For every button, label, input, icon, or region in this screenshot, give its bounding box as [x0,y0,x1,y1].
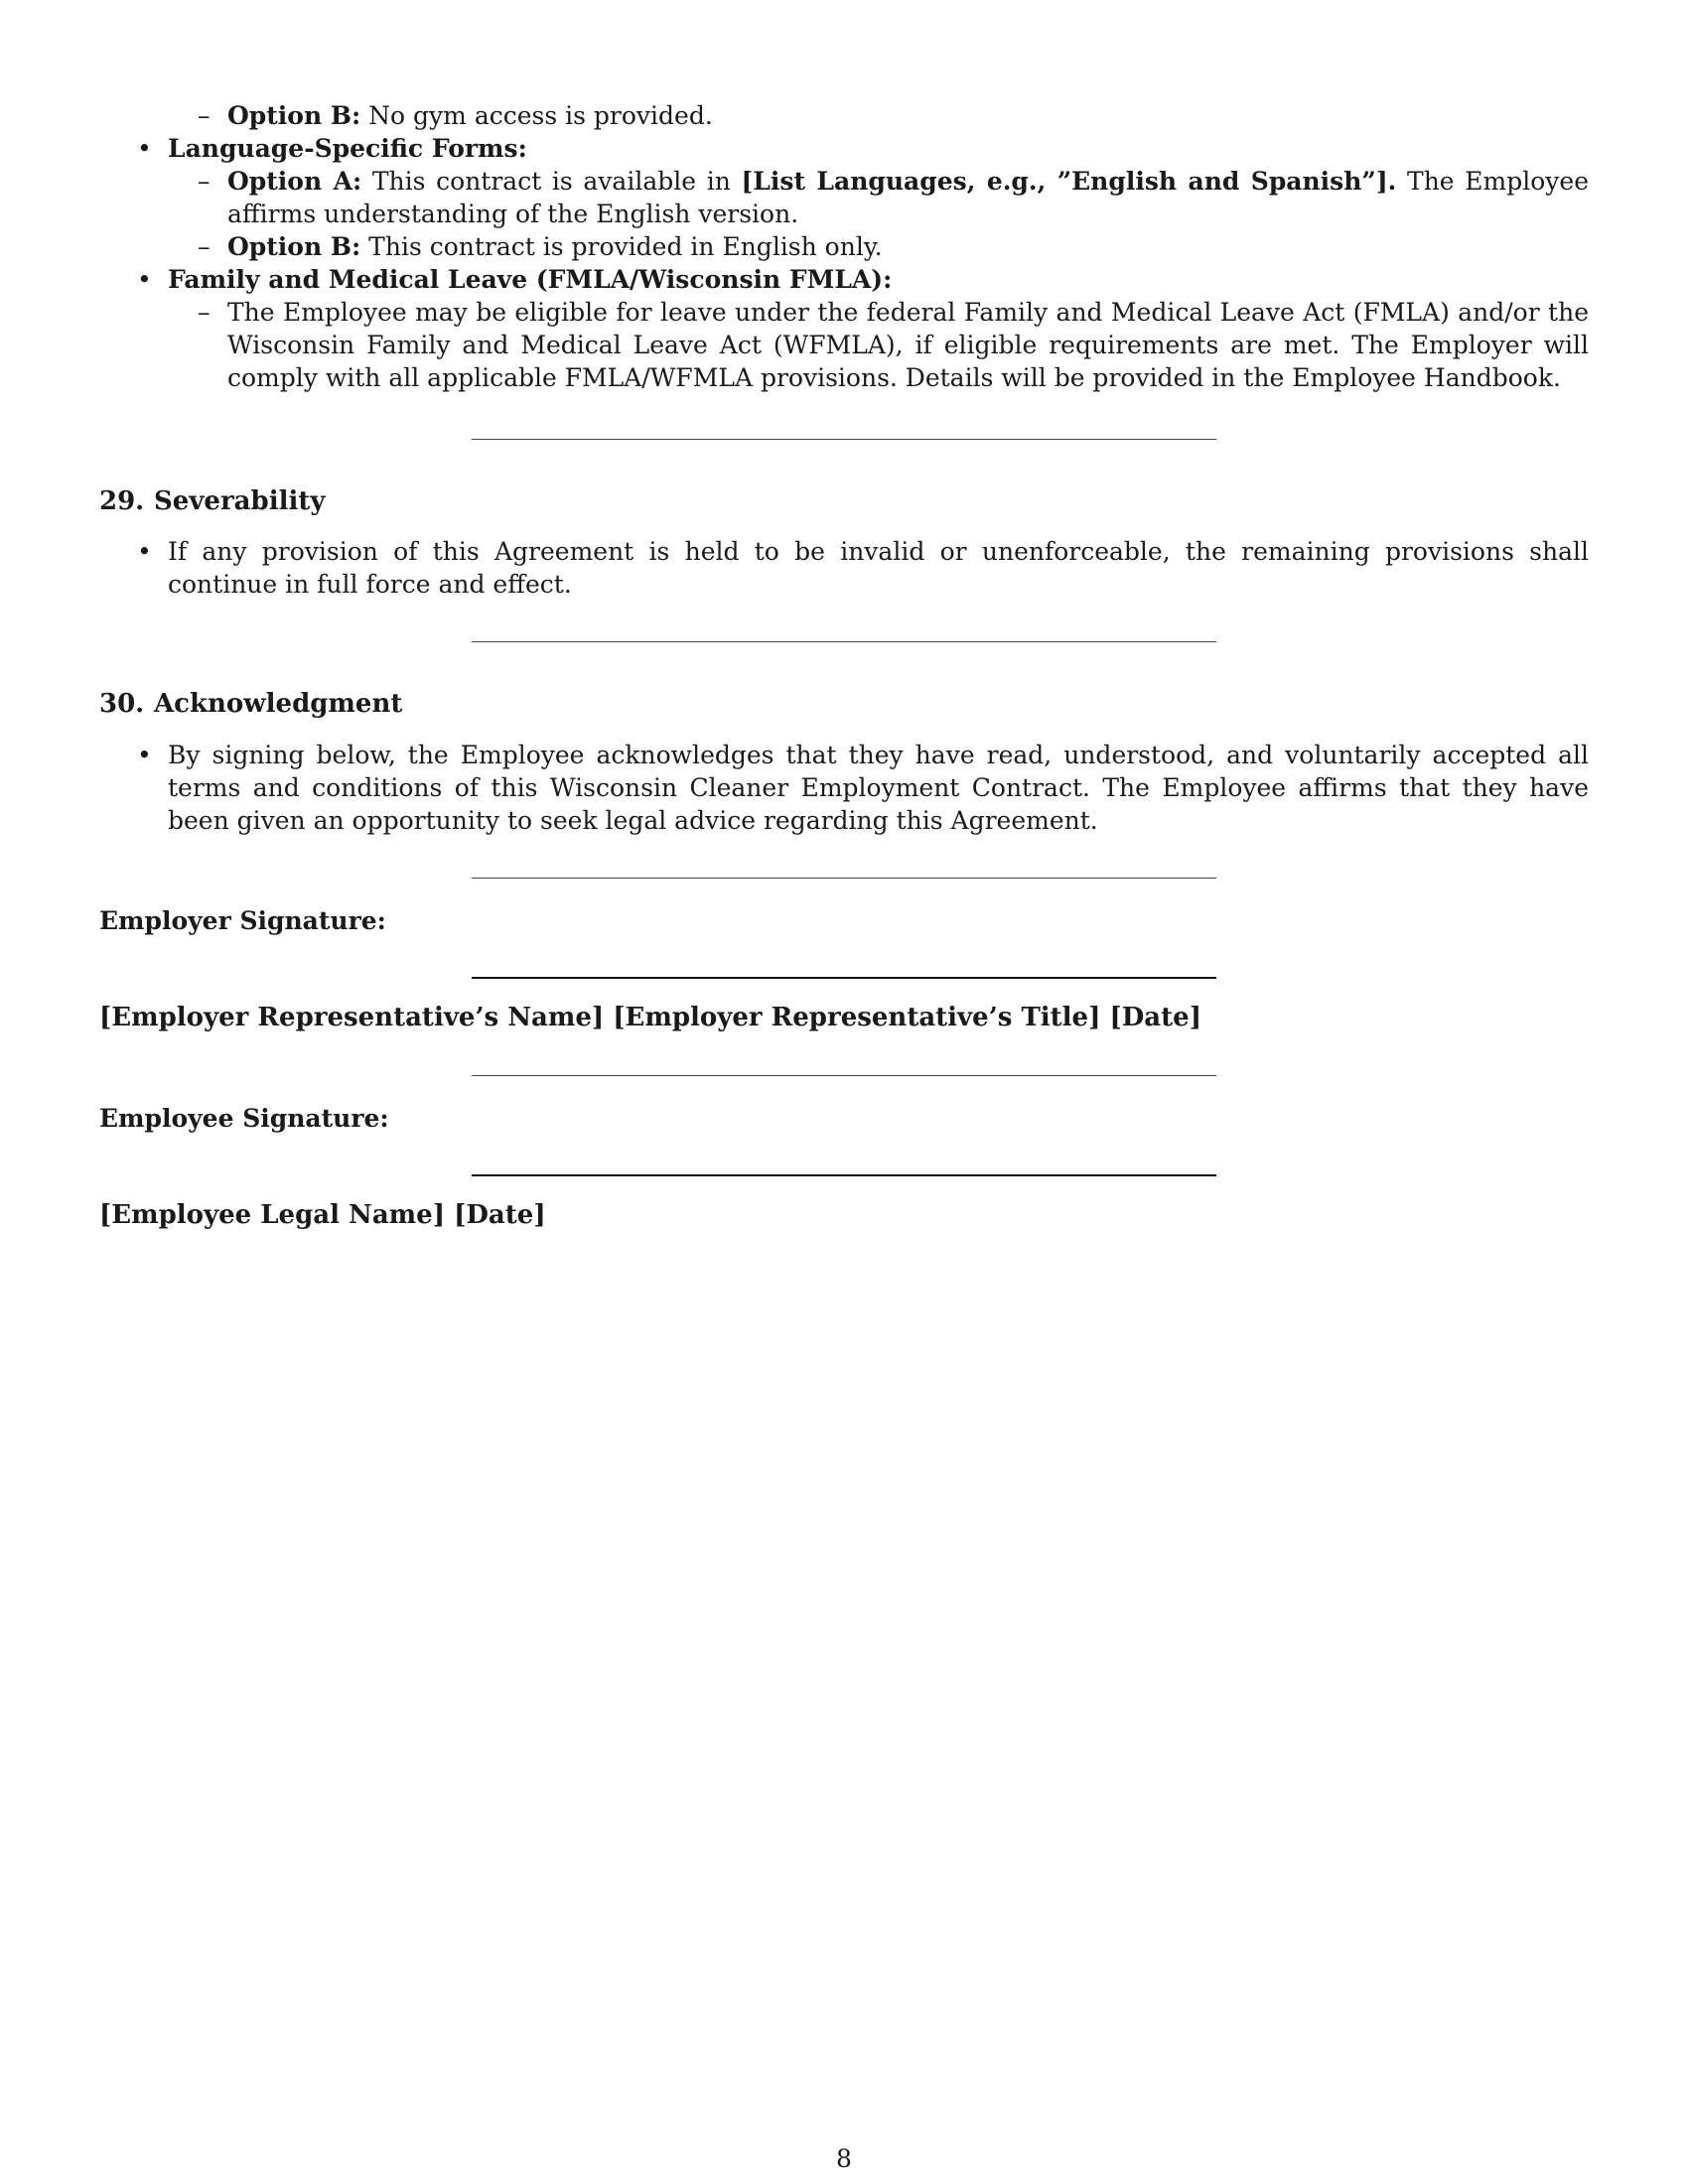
list-item [99,535,1589,601]
section-heading-severability [99,485,325,518]
employee-signature-label: Employee Signature: [99,1104,389,1133]
section-divider [472,1075,1216,1076]
fmla-text: The Employee may be eligible for leave under the federal Family and Medical Leave Act (FMLA) and/or the Wisconsin Family and Medical Leave Act (WFMLA), if eligible requirements are met. The Employer will comply with all applicable FMLA/WFMLA provisions. Details will be provided in the Employee Handbook. [227,298,1589,392]
benefits-list [99,132,1589,394]
employee-signature-line[interactable] [472,1174,1216,1176]
languages-placeholder: [List Languages, e.g., ”English and Spanish”]. [741,167,1397,196]
fmla-details [168,296,1589,394]
employer-placeholder-text: [Employer Representative’s Name] [Employer Representative’s Title] [Date] [99,1003,1202,1032]
option-text: No gym access is provided. [368,101,713,130]
section-number: 30. [99,689,145,719]
severability-text: If any provision of this Agreement is held to be invalid or unenforceable, the remaining provisions shall continue in full force and effect. [168,537,1589,599]
employee-placeholder-text: [Employee Legal Name] [Date] [99,1200,546,1230]
list-item [99,739,1589,837]
section-divider [472,439,1216,440]
section-divider [472,641,1216,642]
section-divider [472,878,1216,879]
severability-body [99,535,1589,601]
list-item [168,296,1589,394]
employer-signature-label: Employer Signature: [99,906,386,935]
employer-signature-line[interactable] [472,977,1216,979]
option-text: This contract is provided in English only. [368,232,883,261]
option-label: Option B: [227,101,361,130]
continued-list [99,99,1589,394]
option-text: This contract is available in [371,167,731,196]
section-title: Severability [154,486,326,516]
language-forms-title: Language-Specific Forms: [168,134,527,163]
acknowledgment-body [99,739,1589,837]
list-item [99,263,1589,394]
employer-signature-placeholder [99,1002,1201,1034]
option-label: Option A: [227,167,362,196]
list-item [99,132,1589,263]
acknowledgment-text: By signing below, the Employee acknowledges that they have read, understood, and voluntarily accepted all terms and conditions of this Wisconsin Cleaner Employment Contract. The Employee affirms that they have been given an opportunity to seek legal advice regarding this Agreement. [168,741,1589,835]
section-number: 29. [99,486,145,516]
list-item [168,99,1589,132]
page-number: 8 [836,2144,852,2173]
severability-list [99,535,1589,601]
list-item [168,165,1589,230]
language-options [168,165,1589,263]
option-text: The Employee affirms understanding of the English version. [227,167,1589,228]
employee-signature-placeholder [99,1199,546,1232]
gym-options [168,99,1589,132]
fmla-title: Family and Medical Leave (FMLA/Wisconsin FMLA): [168,265,893,294]
section-title: Acknowledgment [154,689,403,719]
list-item [168,230,1589,263]
option-label: Option B: [227,232,361,261]
section-heading-acknowledgment [99,688,402,721]
acknowledgment-list [99,739,1589,837]
